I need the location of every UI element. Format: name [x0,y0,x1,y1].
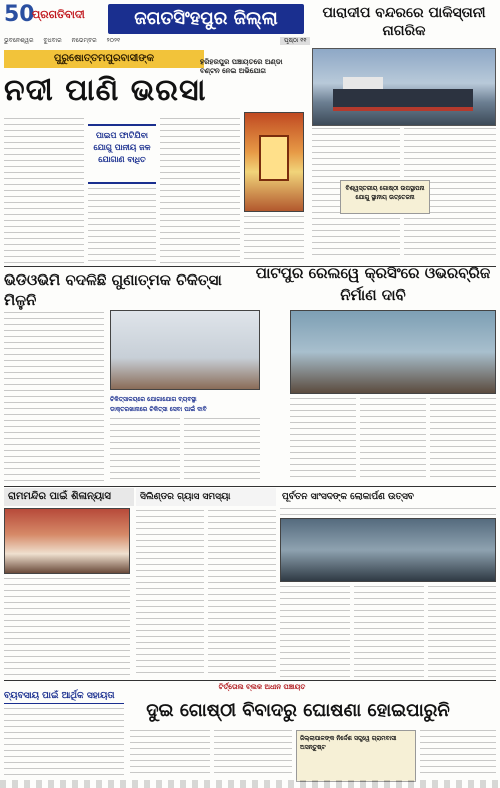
top-right-headline: ପାରାଦୀପ ବନ୍ଦରରେ ପାକିସ୍ତାନୀ ନାଗରିକ [322,5,486,39]
lead-column-3 [160,118,240,264]
logo-anniversary-number: 50 [4,2,35,27]
date-item: ୨୦୨୧ [106,37,121,44]
former-mp-column-1 [280,586,350,678]
bottom-boxed-note: ଜିଲ୍ଲାପାଳଙ୍କ ନିର୍ଦ୍ଦେଶ ସତ୍ତ୍ୱେ ଗ୍ରାମବାସୀ ଅସନ୍ତୁଷ୍ଟ [296,730,416,782]
hospital-column-2 [110,418,180,482]
lead-kicker: ପୁରୁଷୋତ୍ତମପୁରବାସୀଙ୍କ [4,50,204,68]
railway-headline: ପାଟପୁର ରେଲୱେ କ୍ରସିଂରେ ଓଭରବ୍ରିଜ ନିର୍ମାଣ ଦାବି [255,264,491,304]
newspaper-logo [4,4,104,28]
ceremony-photo [4,508,130,574]
lead-headline: ନଦୀ ପାଣି ଭରସା [4,73,207,108]
railway-column-2 [360,398,426,482]
bottom-column-3 [420,730,496,778]
lead-pull-quote: ପାଇପ ଫାଟିଯିବା ଯୋଗୁ ପାନୀୟ ଜଳ ଯୋଗାଣ ବାଧିତ [88,124,156,184]
bottom-column-2 [214,730,292,778]
gas-cylinder-column-2 [208,510,276,678]
hospital-headline: ଭିଡିଓଭିମି ବଦଳିଛି ଗୁଣାତ୍ମକ ଚିକିତ୍ସା ମିଳୁନି [4,271,222,309]
temple-photo [244,112,304,212]
group-photo [280,518,496,582]
ram-temple-headline: ରାମମନ୍ଦିର ପାଇଁ ଶିଳାନ୍ୟାସ [4,488,134,506]
hospital-column-1 [4,312,104,482]
bottom-column-1 [130,730,210,778]
lead-column-2 [88,188,156,264]
date-item: ବୁଧବାର [43,37,62,44]
ram-temple-column [4,578,130,678]
gas-cylinder-headline: ସିଲିଣ୍ଡର ଗ୍ୟାସ ସମସ୍ୟା [136,488,276,506]
bottom-headline: ଦୁଇ ଗୋଷ୍ଠୀ ବିବାଦରୁ ଘୋଷଣା ହୋଇପାରୁନି [146,700,450,721]
lead-column-1 [4,118,84,264]
masthead [4,4,304,40]
date-item: ଭୁବନେଶ୍ୱର [4,37,34,44]
former-mp-column-3 [428,586,496,678]
hospital-photo [110,310,260,390]
logo-name: ପ୍ରଗତିବାଦୀ [32,8,85,21]
hospital-column-3 [184,418,260,482]
railway-column-3 [430,398,496,482]
temple-shrine [259,135,289,181]
section-divider [4,680,496,681]
print-registration-strip [0,780,500,788]
former-mp-intro [280,508,496,516]
section-divider [4,486,496,487]
port-boxed-note: ବିଶ୍ୱସ୍ତରୀୟ ଗୋଷ୍ଠୀ ଉପସ୍ଥାପନା ଯୋଗୁ ସ୍ଥାନୀୟ ଉତ୍ତେଜନା [340,180,430,214]
business-headline: ବ୍ୟବସାୟ ପାଇଁ ଆର୍ଥିକ ସହାୟତା [4,688,124,704]
former-mp-column-2 [354,586,424,678]
railway-column-1 [290,398,356,482]
date-item: ନଭେମ୍ବର [71,37,97,44]
ship-photo [312,48,496,126]
lead-sidebar-headline: ହରିହରପୁର ପଞ୍ଚାୟତରେ ଅଣ୍ଡା ବଣ୍ଟନ ନେଇ ଅଭିଯୋଗ [200,58,283,75]
hospital-bullet: ଚିକିତ୍ସାଳୟରେ ଯୋଗାଯୋଗ ବ୍ୟବସ୍ଥା [110,396,197,403]
page-number: ପୃଷ୍ଠା ୧୧ [280,37,310,45]
dateline [4,37,304,47]
ship-hull [333,89,473,111]
lead-column-4 [244,216,304,264]
railway-crossing-photo [290,310,496,394]
former-mp-headline: ପୂର୍ବତନ ସାଂସଦଙ୍କ ଲୋକାର୍ପଣ ଉତ୍ସବ [282,492,414,502]
district-banner: ଜଗତସିଂହପୁର ଜିଲ୍ଲା [108,4,304,34]
gas-cylinder-column-1 [136,510,204,678]
bottom-kicker: ଟିର୍ତ୍ତୋଲ ବ୍ଲକ ଅଧୀନ ପଞ୍ଚାୟତ [218,683,306,691]
hospital-bullet: ଡାକ୍ତରଖାନାରେ ଚିକିତ୍ସା ସେବା ପାଇଁ ଦାବି [110,406,207,413]
